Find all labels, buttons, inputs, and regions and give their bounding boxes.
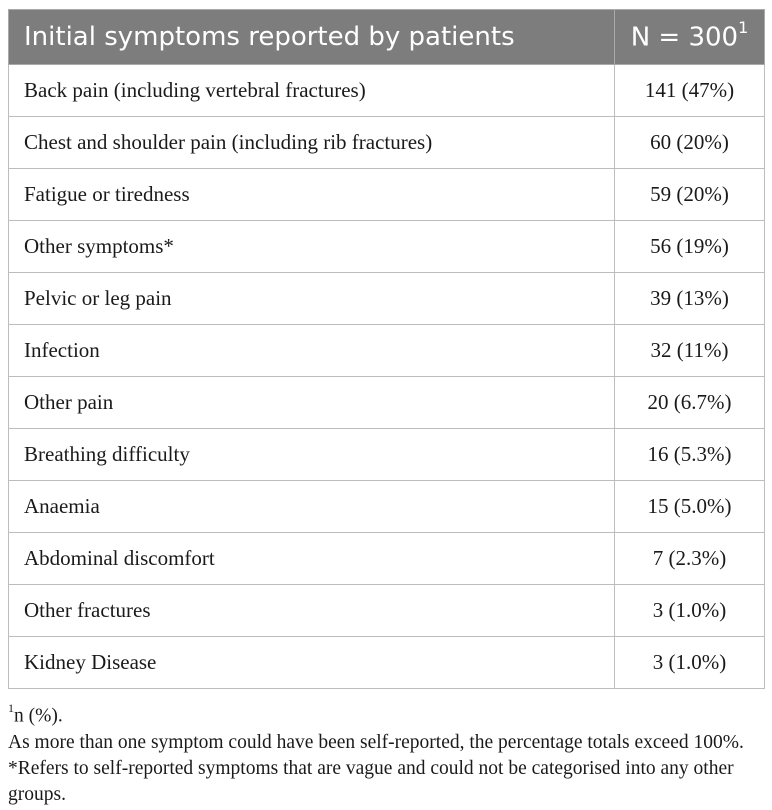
header-symptom-label: Initial symptoms reported by patients <box>24 22 515 52</box>
table-header-row <box>9 10 765 65</box>
table-row <box>9 637 765 689</box>
symptom-cell: Back pain (including vertebral fractures) <box>9 65 615 117</box>
table-row <box>9 169 765 221</box>
symptom-cell: Fatigue or tiredness <box>9 169 615 221</box>
symptom-cell: Pelvic or leg pain <box>9 273 615 325</box>
footnote-2: As more than one symptom could have been self-reported, the percentage totals exceed 100%. <box>8 731 744 753</box>
footnote-1 <box>8 697 768 730</box>
count-cell: 15 (5.0%) <box>615 481 765 533</box>
symptom-cell: Abdominal discomfort <box>9 533 615 585</box>
table-row <box>9 533 765 585</box>
count-cell: 60 (20%) <box>615 117 765 169</box>
footnote-1-marker: 1 <box>8 701 14 715</box>
count-cell: 16 (5.3%) <box>615 429 765 481</box>
count-cell: 7 (2.3%) <box>615 533 765 585</box>
table-row <box>9 429 765 481</box>
table-row <box>9 117 765 169</box>
symptom-cell: Kidney Disease <box>9 637 615 689</box>
table-row <box>9 585 765 637</box>
count-cell: 59 (20%) <box>615 169 765 221</box>
symptom-cell: Chest and shoulder pain (including rib fractures) <box>9 117 615 169</box>
table-row <box>9 65 765 117</box>
table-row <box>9 377 765 429</box>
header-count <box>615 10 765 65</box>
count-cell: 3 (1.0%) <box>615 585 765 637</box>
footnote-3: *Refers to self-reported symptoms that are vague and could not be categorised into any other groups. <box>8 757 734 805</box>
symptoms-table-container <box>8 9 764 689</box>
symptom-cell: Other fractures <box>9 585 615 637</box>
count-cell: 39 (13%) <box>615 273 765 325</box>
count-cell: 141 (47%) <box>615 65 765 117</box>
symptoms-table <box>8 9 765 689</box>
symptom-cell: Other symptoms* <box>9 221 615 273</box>
footnote-1-text: n (%). <box>14 705 63 727</box>
symptom-cell: Other pain <box>9 377 615 429</box>
header-count-superscript: 1 <box>738 18 749 38</box>
count-cell: 3 (1.0%) <box>615 637 765 689</box>
table-row <box>9 481 765 533</box>
table-row <box>9 273 765 325</box>
count-cell: 32 (11%) <box>615 325 765 377</box>
table-row <box>9 221 765 273</box>
symptom-cell: Anaemia <box>9 481 615 533</box>
table-footnotes <box>8 697 768 808</box>
count-cell: 56 (19%) <box>615 221 765 273</box>
symptom-cell: Breathing difficulty <box>9 429 615 481</box>
header-symptom <box>9 10 615 65</box>
header-count-label: N = 300 <box>630 22 739 53</box>
symptom-cell: Infection <box>9 325 615 377</box>
count-cell: 20 (6.7%) <box>615 377 765 429</box>
table-row <box>9 325 765 377</box>
